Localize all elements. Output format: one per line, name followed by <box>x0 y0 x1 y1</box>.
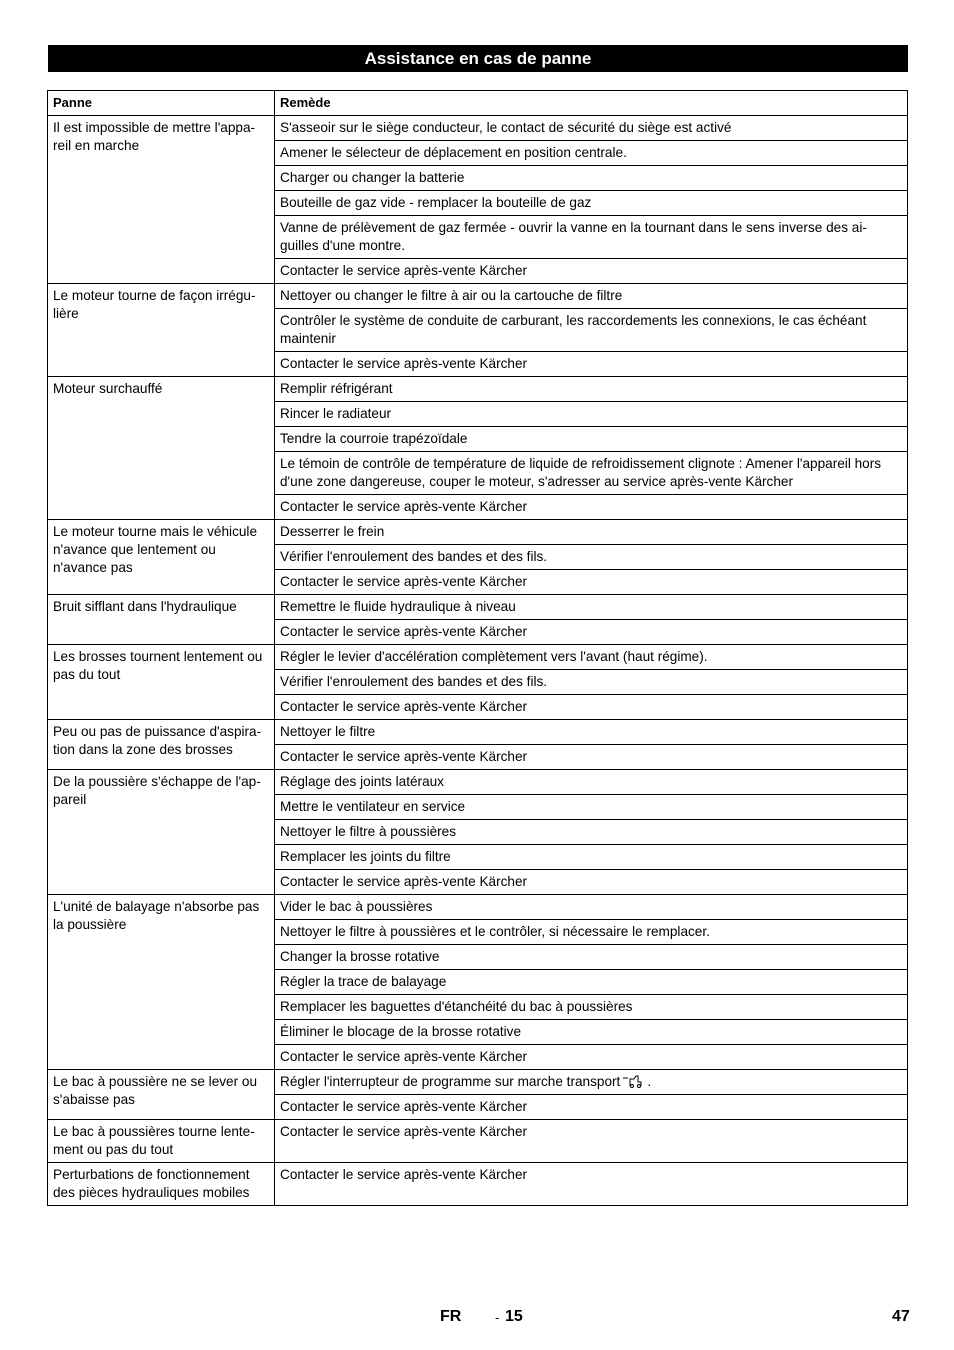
remedy-cell: Contacter le service après-vente Kärcher <box>275 1045 908 1070</box>
table-row <box>48 1120 908 1163</box>
remedy-cell: Contacter le service après-vente Kärcher <box>275 870 908 895</box>
fault-cell: Les brosses tournent lentement ou pas du tout <box>48 645 275 720</box>
remedy-cell: Contacter le service après-vente Kärcher <box>275 1120 908 1163</box>
table-row <box>48 116 908 141</box>
remedy-cell: Contacter le service après-vente Kärcher <box>275 1163 908 1206</box>
fault-cell: Le moteur tourne mais le véhicule n'avance que lentement ou n'avance pas <box>48 520 275 595</box>
remedy-cell: Remettre le fluide hydraulique à niveau <box>275 595 908 620</box>
table-header-row <box>48 91 908 116</box>
header-fault: Panne <box>48 91 275 116</box>
remedy-cell: Charger ou changer la batterie <box>275 166 908 191</box>
remedy-cell: Le témoin de contrôle de température de liquide de refroidissement clignote : Amener l'appareil hors d'une zone dangereuse, couper le moteur, s'adresser au service après-vente Kärcher <box>275 452 908 495</box>
remedy-text: Régler l'interrupteur de programme sur marche transport <box>280 1074 621 1089</box>
remedy-cell: Contrôler le système de conduite de carburant, les raccordements les connexions, le cas échéant maintenir <box>275 309 908 352</box>
table-row <box>48 645 908 670</box>
remedy-cell: Contacter le service après-vente Kärcher <box>275 259 908 284</box>
fault-cell: Le bac à poussières tourne lente-ment ou pas du tout <box>48 1120 275 1163</box>
fault-cell: Moteur surchauffé <box>48 377 275 520</box>
remedy-cell: Nettoyer ou changer le filtre à air ou la cartouche de filtre <box>275 284 908 309</box>
table-row <box>48 770 908 795</box>
table-row <box>48 595 908 620</box>
remedy-cell: Amener le sélecteur de déplacement en position centrale. <box>275 141 908 166</box>
table-row <box>48 895 908 920</box>
table-row <box>48 284 908 309</box>
remedy-cell: Remplacer les baguettes d'étanchéité du bac à poussières <box>275 995 908 1020</box>
remedy-cell: Contacter le service après-vente Kärcher <box>275 695 908 720</box>
remedy-suffix: . <box>647 1074 652 1089</box>
remedy-cell: Vérifier l'enroulement des bandes et des fils. <box>275 545 908 570</box>
fault-cell: Perturbations de fonctionnement des pièces hydrauliques mobiles <box>48 1163 275 1206</box>
remedy-cell: Régler le levier d'accélération complètement vers l'avant (haut régime). <box>275 645 908 670</box>
remedy-cell: Contacter le service après-vente Kärcher <box>275 352 908 377</box>
fault-cell: De la poussière s'échappe de l'ap-pareil <box>48 770 275 895</box>
fault-cell: Le bac à poussière ne se lever ou s'abaisse pas <box>48 1070 275 1120</box>
remedy-cell: S'asseoir sur le siège conducteur, le contact de sécurité du siège est activé <box>275 116 908 141</box>
remedy-cell: Contacter le service après-vente Kärcher <box>275 495 908 520</box>
remedy-cell: Contacter le service après-vente Kärcher <box>275 620 908 645</box>
remedy-cell: Réglage des joints latéraux <box>275 770 908 795</box>
remedy-cell: Nettoyer le filtre à poussières et le contrôler, si nécessaire le remplacer. <box>275 920 908 945</box>
remedy-cell: Changer la brosse rotative <box>275 945 908 970</box>
remedy-cell: Contacter le service après-vente Kärcher <box>275 1095 908 1120</box>
troubleshooting-table <box>47 90 908 1206</box>
remedy-cell: Rincer le radiateur <box>275 402 908 427</box>
header-remedy: Remède <box>275 91 908 116</box>
fault-cell: Bruit sifflant dans l'hydraulique <box>48 595 275 645</box>
remedy-cell: Remplir réfrigérant <box>275 377 908 402</box>
fault-cell: Peu ou pas de puissance d'aspira-tion dans la zone des brosses <box>48 720 275 770</box>
footer-dash: - <box>495 1310 500 1325</box>
table-body <box>48 116 908 1206</box>
remedy-cell: Régler la trace de balayage <box>275 970 908 995</box>
remedy-cell: Mettre le ventilateur en service <box>275 795 908 820</box>
fault-cell: Il est impossible de mettre l'appa-reil en marche <box>48 116 275 284</box>
remedy-cell: Remplacer les joints du filtre <box>275 845 908 870</box>
remedy-cell: Tendre la courroie trapézoïdale <box>275 427 908 452</box>
remedy-cell: Vanne de prélèvement de gaz fermée - ouvrir la vanne en la tournant dans le sens inverse des ai-guilles d'une montre. <box>275 216 908 259</box>
remedy-cell: Nettoyer le filtre à poussières <box>275 820 908 845</box>
table-row <box>48 1163 908 1206</box>
remedy-cell: Contacter le service après-vente Kärcher <box>275 745 908 770</box>
remedy-cell: Vider le bac à poussières <box>275 895 908 920</box>
remedy-cell: Nettoyer le filtre <box>275 720 908 745</box>
remedy-cell <box>275 1070 908 1095</box>
remedy-cell: Desserrer le frein <box>275 520 908 545</box>
footer-section-page: 15 <box>505 1308 523 1325</box>
footer-language: FR <box>440 1308 462 1325</box>
fault-cell: Le moteur tourne de façon irrégu-lière <box>48 284 275 377</box>
table-row <box>48 377 908 402</box>
remedy-cell: Éliminer le blocage de la brosse rotative <box>275 1020 908 1045</box>
fault-cell: L'unité de balayage n'absorbe pas la poussière <box>48 895 275 1070</box>
page-number: 47 <box>892 1308 910 1325</box>
table-row <box>48 520 908 545</box>
remedy-cell: Vérifier l'enroulement des bandes et des fils. <box>275 670 908 695</box>
remedy-cell: Contacter le service après-vente Kärcher <box>275 570 908 595</box>
table-row <box>48 1070 908 1095</box>
section-title: Assistance en cas de panne <box>48 45 908 72</box>
transport-mode-icon <box>622 1074 644 1088</box>
table-row <box>48 720 908 745</box>
remedy-cell: Bouteille de gaz vide - remplacer la bouteille de gaz <box>275 191 908 216</box>
